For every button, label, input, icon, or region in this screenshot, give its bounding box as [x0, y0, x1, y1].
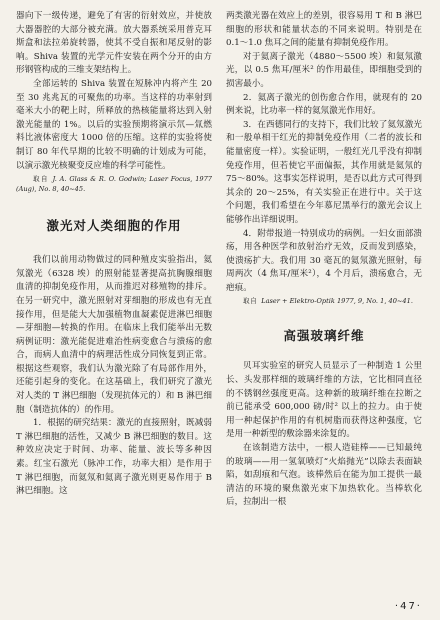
right-column	[226, 10, 422, 510]
paragraph: 全部运转的 Shiva 装置在短脉冲内将产生 20 至 30 兆兆瓦的可聚焦的功率。当这样的功率射到毫米大小的靶上时，所释放的热核能量将达到入射激光能量的 1%。以后的实验预期将演示氘—氚燃料比液体密度大 1000 倍的压缩。这样的实验将使制订 80 年代早期的比较不明确的计划成为可能，以演示激光核聚变反应堆的科学可能性。	[16, 78, 212, 171]
reference	[16, 174, 212, 194]
reference	[226, 296, 422, 306]
article-title: 激光对人类细胞的作用	[46, 218, 182, 234]
paragraph: 对于氦离子激光（4880～5500 埃）和氦氖激光，以 0.5 焦耳/厘米² 的作用最佳，即细胞受到的损害最小。	[226, 51, 422, 89]
reference-source: 取自	[243, 297, 258, 306]
paragraph: 贝耳实验室的研究人员显示了一种制造 1 公里长、头发那样细的玻璃纤维的方法，它比相同直径的不锈钢丝强度更高。这种新的玻璃纤维在拉断之前已能承受 600,000 磅/时² 以上的拉力。由于使用一种起保护作用的有机树脂而获得这种强度，它是用一种新型的敷涂器来涂复的。	[226, 361, 422, 440]
reference-citation: J. A. Glass & R. O. Godwin; Laser Focus, 1977 (Aug), No. 8, 40~45.	[16, 175, 213, 194]
paragraph: 在该制造方法中，一根人造硅棒——已知最纯的玻璃——用一氢氧喷灯“火焰抛光”以除去表面缺陷，如刮痕和气泡。该棒然后在能为加工提供一最清洁的环境的聚焦激光束下加热软化。当棒软化后，拉制出一根	[226, 443, 422, 508]
paragraph: 2．氦离子激光的创伤愈合作用，就现有的 20 例来说，比功率一样的氦氖激光作用好。	[226, 92, 422, 117]
paragraph: 器向下一级传递，避免了有害的衍射效应，并使放大器器腔的大部分被充满。放大器系统采用普克耳斯盒和法拉弟旋转器，使其不受自振和尾反射的影响。Shiva 装置的光学元件安装在两个分开的由方形钢管构成的三维支架结构上。	[16, 11, 212, 76]
paragraph: 1．根据的研究结果：激光的直接照射，既减弱 T 淋巴细胞的活性，又减少 B 淋巴细胞的数目。这种效应决定于时间、功率、能量、波长等多种因素。红宝石激光（脉冲工作，功率大相）是作用于 T 淋巴细胞，而氦氖和氦离子激光则更易作用于 B 淋巴细胞。这	[16, 418, 212, 497]
left-column	[16, 10, 212, 499]
reference-source: 取自	[33, 175, 49, 184]
page-number: ·47·	[394, 601, 422, 612]
reference-citation: Laser + Elektro-Optik 1977, 9, No. 1, 40~41.	[261, 297, 413, 306]
paragraph: 3．在西德同行的支持下，我们比较了氦氖激光和一般单相干红光的抑制免疫作用（二者的波长和能量密度一样）。实验证明，一般红光几乎没有抑制免疫作用，但若使它平面偏振，其作用就是氦氖的 75～80%。这事实怎样说明，是否以此方式可得到其余的 20～25%，有关实验正在进行中。关于这个问题，我们希望在今年慕尼黑举行的激光会议上能够作出详细说明。	[226, 119, 422, 225]
article-title: 高强玻璃纤维	[283, 328, 365, 344]
paragraph: 我们以前用动物做过的同种殖皮实验指出，氦氖激光（6328 埃）的照射能显著提高抗胸腺细胞血清的抑制免疫作用，从而推迟对移殖物的排斥。在另一研究中，激光照射对芽细胞的形成也有无直接作用，但是能大大加强植物血凝素促进淋巴细胞—芽细胞—转换的作用。在临床上我们能举出无数病例证明：激光能促进难治性病变愈合与溃疡的愈合，而病人血清中的病理活性成分同恢复到正常。根据这些观察，我们认为激光除了有局部作用外，还能引起身的变化。在这基础上，我们研究了激光对人类的 T 淋巴细胞（发现抗体元的）和 B 淋巴细胞（制造抗体的）的作用。	[16, 255, 212, 415]
paragraph: 4．附带报道一特别成功的病例。一妇女面部溃疡，用各种医学和放射治疗无效，反而发到感染，使溃疡扩大。我们用 30 毫瓦的氦氖激光照射，每周两次（4 焦耳/厘米²），4 个月后，溃疡愈合，无疤痕。	[226, 228, 422, 293]
paragraph: 两类激光器在效应上的差别，很容易用 T 和 B 淋巴细胞的形状和能量状态的不同来说明。特别是在 0.1～1.0 焦耳之间的能量有抑制免疫作用。	[226, 11, 422, 49]
